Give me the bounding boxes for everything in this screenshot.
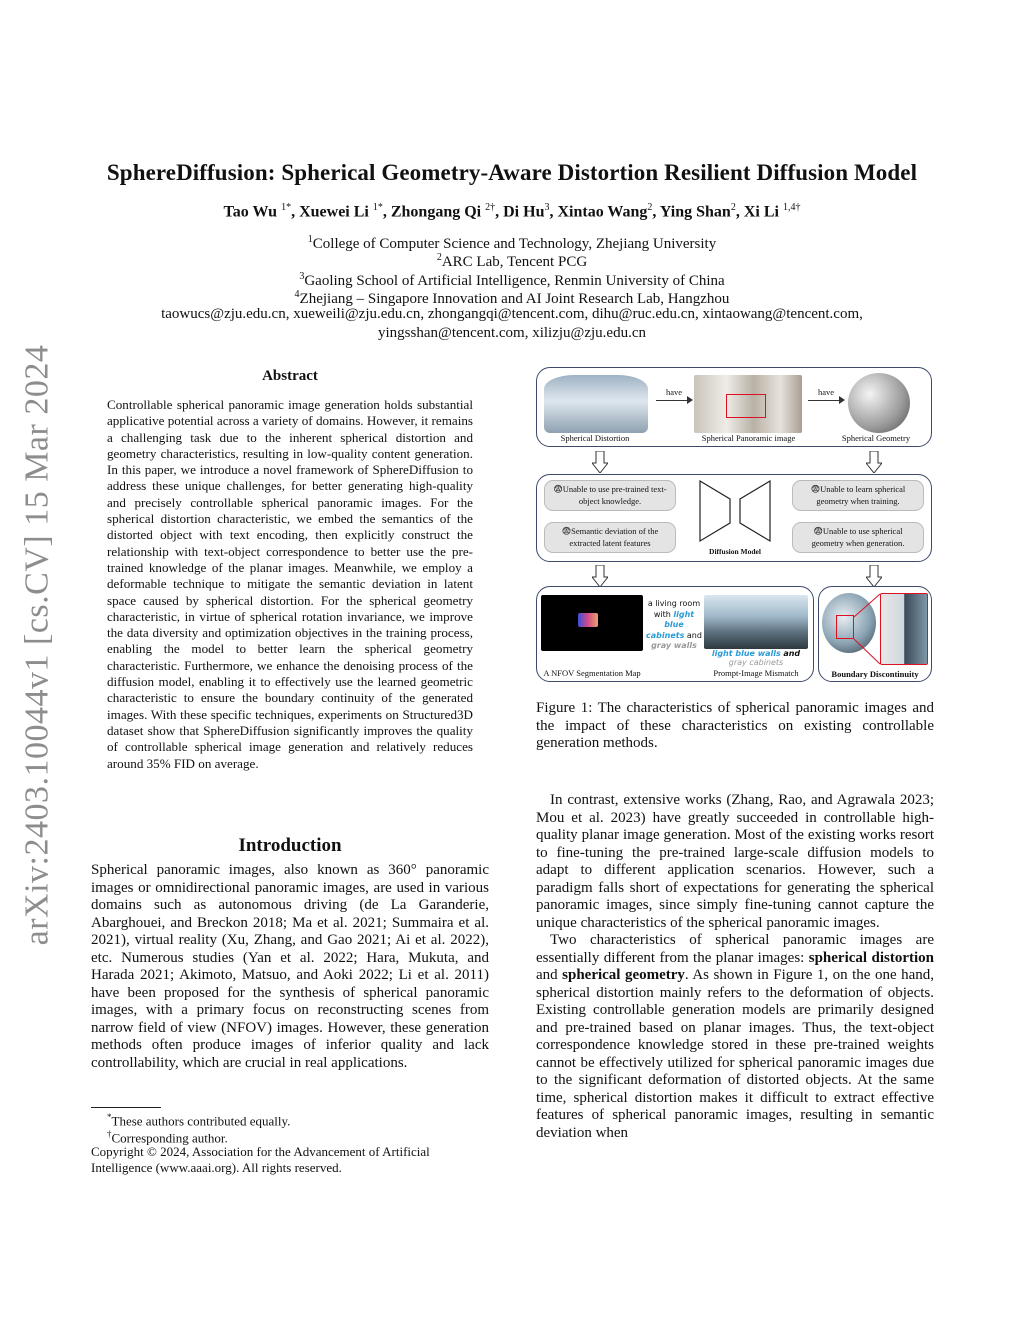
highlight-box (726, 394, 766, 418)
paragraph-text: and (536, 967, 563, 983)
prompt-word: with (653, 609, 671, 619)
mismatch-label: Prompt-Image Mismatch (713, 668, 799, 678)
footnote-sup: † (107, 1129, 112, 1139)
boundary-zoom-image (880, 593, 928, 665)
issue-bubble-1 (544, 480, 676, 511)
diffusion-model-label: Diffusion Model (709, 547, 761, 556)
prompt-highlight: gray walls (651, 641, 697, 650)
footnote-sup: * (107, 1112, 112, 1122)
have-label-right: have (817, 387, 835, 397)
issue-text: Unable to use spherical geometry when generation. (811, 526, 905, 548)
distorted-image (544, 375, 648, 433)
sphere-image (848, 373, 910, 433)
author-name: Xuewei Li (299, 203, 369, 221)
email-line-2: yingsshan@tencent.com, xilizju@zju.edu.cn (378, 325, 646, 341)
issue-bubble-3 (792, 480, 924, 511)
paragraph (536, 932, 934, 1142)
copyright-notice: Copyright © 2024, Association for the Advancement of Artificial Intelligence (www.aaai.org). All rights reserved. (91, 1144, 430, 1175)
spherical-distortion-label: Spherical Distortion (560, 433, 630, 443)
issue-text: Unable to learn spherical geometry when training. (816, 484, 906, 506)
prompt-highlight: light blue (664, 609, 695, 629)
down-arrow-icon (592, 565, 608, 587)
shocked-face-icon: 😨 (810, 485, 821, 495)
author-name: Ying Shan (659, 203, 731, 221)
bold-term: spherical geometry (562, 967, 685, 983)
shocked-face-icon: 😨 (813, 527, 823, 537)
prompt-line (644, 610, 704, 631)
arxiv-id-text: arXiv:2403.10044v1 [cs.CV] 15 Mar 2024 (18, 344, 56, 946)
paragraph-text: . As shown in Figure 1, on the one hand, spherical distortion mainly refers to the deformation of objects. Existing controllable generation models are primarily designed and pre-trained based on planar images. Thus, the text-object correspondence knowledge stored in these pre-trained weights cannot be effectively utilized for spherical panoramic images due to the significant deformation of distorted objects. At the same time, spherical distortion makes it difficult to extract effective features of spherical panoramic images, resulting in semantic deviation when (536, 967, 934, 1141)
arrow-line-right (808, 400, 842, 401)
abstract-heading: Abstract (262, 368, 318, 384)
author-sup: 2 (647, 202, 653, 213)
result-text (704, 649, 808, 667)
panoramic-image-label: Spherical Panoramic image (701, 433, 796, 443)
down-arrow-icon (866, 451, 882, 473)
prompt-line: a living room (647, 599, 701, 608)
affiliation-sup: 2 (436, 252, 442, 263)
arrow-head-right (839, 396, 845, 404)
affiliation-text: College of Computer Science and Technology, Zhejiang University (312, 236, 717, 252)
author-sup: 3 (544, 202, 550, 213)
email-line-1: taowucs@zju.edu.cn, xueweili@zju.edu.cn, zhongangqi@tencent.com, dihu@ruc.edu.cn, xintaowang@tencent.com, (161, 306, 863, 322)
footnote-rule (91, 1107, 161, 1108)
introduction-text: Spherical panoramic images, also known as 360° panoramic images or omnidirectional panoramic images, are used in various domains such as autonomous driving (de La Garanderie, Abarghouei, and Breckon 2018; Ma et al. 2021; Summaira et al. 2021), virtual reality (Xu, Zhang, and Gao 2021; Ai et al. 2022), etc. Numerous studies (Yan et al. 2022; Hara, Mukuta, and Harada 2021; Akimoto, Matsuo, and Aoki 2022; Li et al. 2011) have been proposed for the synthesis of spherical panoramic images, with a primary focus on reconstructing scenes from narrow field of view (NFOV) images. However, these generation methods often produce images of inferior quality and lack controllability, which are crucial in real applications. (91, 862, 489, 1071)
affiliation-text: ARC Lab, Tencent PCG (441, 254, 588, 270)
affiliation-text: Zhejiang – Singapore Innovation and AI Joint Research Lab, Hangzhou (299, 291, 730, 307)
issue-bubble-4 (792, 522, 924, 553)
arrow-head-left (687, 396, 693, 404)
abstract-text: Controllable spherical panoramic image generation holds substantial applicative potential across a variety of domains. However, it remains a challenging task due to the inherent spherical distortion and geometry characteristics, resulting in low-quality content generation. In this paper, we introduce a novel framework of SphereDiffusion to address these unique challenges, for better generating high-quality and precisely controllable spherical panoramic images. For the spherical distortion characteristic, we embed the semantics of the distorted object with text encoding, then explicitly construct the relationship with text-object correspondence to better use the pre-trained knowledge of the planar images. Meanwhile, we employ a deformable technique to mitigate the semantic deviation in latent space caused by spherical distortion. For the spherical geometry characteristic, in virtue of spherical rotation invariance, we improve the data diversity and optimization objectives in the training process, enabling the model to better learn the spherical geometry characteristic. Furthermore, we enhance the denoising process of the diffusion model, enabling it to effectively use the learned geometric characteristic to ensure the boundary continuity of the generated images. With these specific techniques, experiments on Structured3D dataset show that SphereDiffusion significantly improves the quality of controllable spherical image generation and relatively reduces around 35% FID on average. (107, 397, 473, 771)
author-sup: 2† (485, 202, 496, 213)
figure-caption: Figure 1: The characteristics of spherical panoramic images and the impact of these characteristics on existing controllable generation methods. (536, 700, 934, 751)
paper-title: SphereDiffusion: Spherical Geometry-Aware Distortion Resilient Diffusion Model (106, 160, 918, 185)
diffusion-model-icon (696, 479, 774, 543)
right-column-text (536, 792, 934, 1142)
shocked-face-icon: 😨 (561, 527, 572, 537)
spherical-geometry-label: Spherical Geometry (841, 433, 911, 443)
arrow-line-left (656, 400, 690, 401)
author-sup: 1* (281, 202, 292, 213)
affiliation-sup: 3 (299, 271, 305, 282)
result-highlight: light blue walls (711, 649, 781, 658)
prompt-line (644, 631, 704, 642)
author-sup: 1,4† (782, 202, 801, 213)
footnote-text: Corresponding author. (111, 1130, 228, 1146)
issue-text: Unable to use pre-trained text-object knowledge. (562, 484, 667, 506)
author-list: Tao Wu $^{1*}$, Xuewei Li $^{1*}$, Zhongang Qi $^{2\dagger}$, Di Hu$^3$, Xintao Wang$^2$, Ying Shan$^2$, Xi Li $^{1,4\dagger}$ (223, 202, 801, 221)
bold-term: spherical distortion (808, 949, 934, 966)
affiliation-sup: 4 (294, 289, 300, 300)
zoom-connector (852, 593, 882, 665)
affiliation-text: Gaoling School of Artificial Intelligence, Renmin University of China (304, 273, 725, 289)
author-sup: 1* (372, 202, 383, 213)
prompt-highlight: cabinets (646, 630, 685, 640)
result-word: and (783, 649, 801, 658)
boundary-label: Boundary Discontinuity (831, 669, 919, 679)
generated-panorama (704, 595, 808, 649)
segmentation-object (578, 613, 598, 627)
paragraph-text: Two characteristics of spherical panoramic images are essentially different from the planar images: (536, 932, 934, 966)
result-line (704, 649, 808, 658)
prompt-word: and (686, 630, 702, 640)
down-arrow-icon (592, 451, 608, 473)
issue-bubble-2 (544, 522, 676, 553)
author-name: Zhongang Qi (390, 203, 482, 221)
introduction-heading: Introduction (238, 835, 342, 856)
down-arrow-icon (866, 565, 882, 587)
arxiv-side-stamp (12, 345, 62, 945)
author-name: Tao Wu (223, 203, 278, 221)
prompt-text (644, 599, 704, 652)
paragraph: In contrast, extensive works (Zhang, Rao, and Agrawala 2023; Mou et al. 2023) have greatly succeeded in controllable high-quality planar image generation. Most of the existing works resort to fine-tuning the pre-trained large-scale diffusion models to adapt to different application scenarios. However, such a paradigm falls short of expectations for generating the spherical panoramic images, since simply fine-tuning cannot capture the unique characteristics of the spherical panoramic images. (536, 792, 934, 931)
author-name: Di Hu (503, 203, 545, 221)
affiliation-sup: 1 (307, 234, 313, 245)
footnote-equal (107, 1112, 290, 1129)
figure-1 (536, 367, 934, 687)
shocked-face-icon: 😨 (553, 485, 563, 495)
author-name: Xi Li (743, 203, 779, 221)
nfov-label: A NFOV Segmentation Map (543, 668, 641, 678)
result-highlight: gray cabinets (728, 658, 784, 667)
author-name: Xintao Wang (557, 203, 648, 221)
author-sup: 2 (730, 202, 736, 213)
have-label-left: have (665, 387, 683, 397)
footnote-text: These authors contributed equally. (111, 1113, 291, 1129)
issue-text: Semantic deviation of the extracted latent features (569, 526, 659, 548)
